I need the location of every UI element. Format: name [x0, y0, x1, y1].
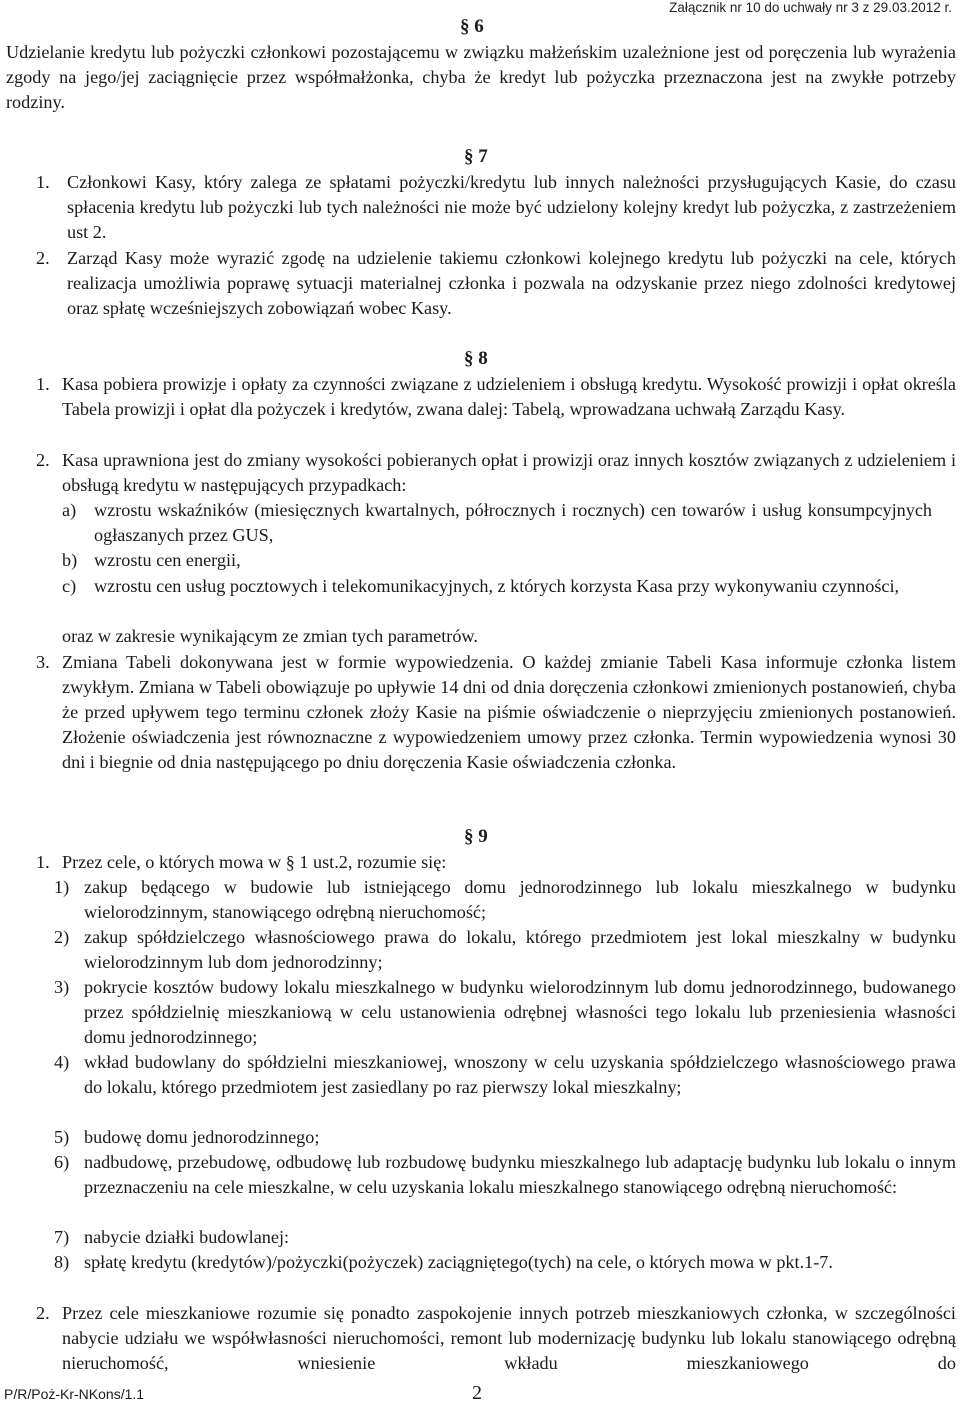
- section-6-title: § 6: [460, 16, 484, 37]
- section-7-title: § 7: [464, 146, 488, 167]
- section-9-p1-number: 1.: [36, 852, 50, 872]
- section-9-title: § 9: [464, 826, 488, 847]
- document-code: P/R/Poż-Kr-NKons/1.1: [4, 1386, 145, 1402]
- section-8-tail-text: oraz w zakresie wynikającym ze zmian tych parametrów.: [62, 626, 478, 646]
- section-8-title: § 8: [464, 348, 488, 369]
- section-9-item-3-text: pokrycie kosztów budowy lokalu mieszkalnego w budynku wielorodzinnym lub domu jednorodzinnego, budowanego przez spółdzielnię mieszkaniową w celu ustanowienia odrębnej własności tego lokalu lub przeniesienia własności domu jednorodzinnego;: [84, 977, 956, 1047]
- section-9-item-6-number: 6): [54, 1152, 70, 1172]
- section-9-item-4-number: 4): [54, 1052, 70, 1072]
- section-9-item-4-text: wkład budowlany do spółdzielni mieszkaniowej, wnoszony w celu uzyskania spółdzielczego własnościowego prawa do lokalu, którego przedmiotem jest zasiedlany po raz pierwszy lokal mieszkalny;: [84, 1052, 956, 1097]
- section-9-item-2-number: 2): [54, 927, 70, 947]
- section-9-item-1-number: 1): [54, 877, 70, 897]
- section-9-item-5-number: 5): [54, 1127, 70, 1147]
- section-8-a-number: a): [62, 500, 77, 520]
- section-8-a-text: wzrostu wskaźników (miesięcznych kwartalnych, półrocznych i rocznych) cen towarów i usług konsumpcyjnych ogłaszanych przez GUS,: [94, 500, 932, 545]
- section-9-item-3-number: 3): [54, 977, 70, 997]
- section-7-p1-number: 1.: [36, 172, 50, 192]
- section-9-p2-text: Przez cele mieszkaniowe rozumie się ponadto zaspokojenie innych potrzeb mieszkaniowych członka, w szczególności nabycie udziału we współwłasności nieruchomości, remont lub modernizację budynku lub lokalu stanowiącego odrębną nieruchomość, wniesienie wkładu mieszkaniowego do: [62, 1303, 956, 1373]
- section-8-c-number: c): [62, 576, 77, 596]
- header-note: Załącznik nr 10 do uchwały nr 3 z 29.03.2012 r.: [669, 0, 952, 15]
- section-8-p3-text: Zmiana Tabeli dokonywana jest w formie wypowiedzenia. O każdej zmianie Tabeli Kasa informuje członka listem zwykłym. Zmiana w Tabeli obowiązuje po upływie 14 dni od dnia doręczenia członkowi zmienionych postanowień, chyba że przed upływem tego terminu członek złoży Kasie na piśmie oświadczenie o nieprzyjęciu zmienionych postanowień. Złożenie oświadczenia jest równoznaczne z wypowiedzeniem umowy przez członka. Termin wypowiedzenia wynosi 30 dni i biegnie od dnia następującego po dniu doręczenia Kasie oświadczenia członka.: [62, 652, 956, 772]
- section-8-p1-number: 1.: [36, 374, 50, 394]
- section-8-p3-number: 3.: [36, 652, 50, 672]
- section-7-p2-number: 2.: [36, 248, 50, 268]
- section-7-p1-text: Członkowi Kasy, który zalega ze spłatami pożyczki/kredytu lub innych należności przysługujących Kasie, do czasu spłacenia kredytu lub pożyczki lub tych należności nie może być udzielony kolejny kredyt lub pożyczka, z zastrzeżeniem ust 2.: [67, 172, 956, 242]
- section-9-item-8-number: 8): [54, 1252, 70, 1272]
- section-9-item-1-text: zakup będącego w budowie lub istniejącego domu jednorodzinnego lub lokalu mieszkalnego w budynku wielorodzinnym, stanowiącego odrębną nieruchomość;: [84, 877, 956, 922]
- section-9-item-7-number: 7): [54, 1227, 70, 1247]
- section-8-b-text: wzrostu cen energii,: [94, 550, 241, 570]
- section-8-c-text: wzrostu cen usług pocztowych i telekomunikacyjnych, z których korzysta Kasa przy wykonywaniu czynności,: [94, 576, 900, 596]
- page-number: 2: [472, 1382, 482, 1404]
- section-9-item-7-text: nabycie działki budowlanej:: [84, 1227, 290, 1247]
- section-9-p1-text: Przez cele, o których mowa w § 1 ust.2, rozumie się:: [62, 852, 447, 872]
- section-6-text: Udzielanie kredytu lub pożyczki członkowi pozostającemu w związku małżeńskim uzależnione jest od poręczenia lub wyrażenia zgody na jego/jej zaciągnięcie przez współmałżonka, chyba że kredyt lub pożyczka przeznaczona jest na zwykłe potrzeby rodziny.: [6, 42, 956, 112]
- section-9-item-2-text: zakup spółdzielczego własnościowego prawa do lokalu, którego przedmiotem jest lokal mieszkalny w budynku wielorodzinnym lub dom jednorodzinny;: [84, 927, 956, 972]
- section-9-p2-number: 2.: [36, 1303, 50, 1323]
- section-7-p2-text: Zarząd Kasy może wyrazić zgodę na udzielenie takiemu członkowi kolejnego kredytu lub pożyczki na cele, których realizacja umożliwia poprawę sytuacji materialnej członka i pozwala na odzyskanie przez niego zdolności kredytowej oraz spłatę wcześniejszych zobowiązań wobec Kasy.: [67, 248, 956, 318]
- section-8-p2-number: 2.: [36, 450, 50, 470]
- section-8-p1-text: Kasa pobiera prowizje i opłaty za czynności związane z udzieleniem i obsługą kredytu. Wysokość prowizji i opłat określa Tabela prowizji i opłat dla pożyczek i kredytów, zwana dalej: Tabelą, wprowadzana uchwałą Zarządu Kasy.: [62, 374, 956, 419]
- section-8-p2-text: Kasa uprawniona jest do zmiany wysokości pobieranych opłat i prowizji oraz innych kosztów związanych z udzieleniem i obsługą kredytu w następujących przypadkach:: [62, 450, 956, 495]
- section-8-b-number: b): [62, 550, 78, 570]
- section-9-item-6-text: nadbudowę, przebudowę, odbudowę lub rozbudowę budynku mieszkalnego lub adaptację budynku lub lokalu o innym przeznaczeniu na cele mieszkalne, w celu uzyskania lokalu mieszkalnego stanowiącego odrębną nieruchomość:: [84, 1152, 956, 1197]
- section-9-item-8-text: spłatę kredytu (kredytów)/pożyczki(pożyczek) zaciągniętego(tych) na cele, o których mowa w pkt.1-7.: [84, 1252, 833, 1272]
- section-9-item-5-text: budowę domu jednorodzinnego;: [84, 1127, 320, 1147]
